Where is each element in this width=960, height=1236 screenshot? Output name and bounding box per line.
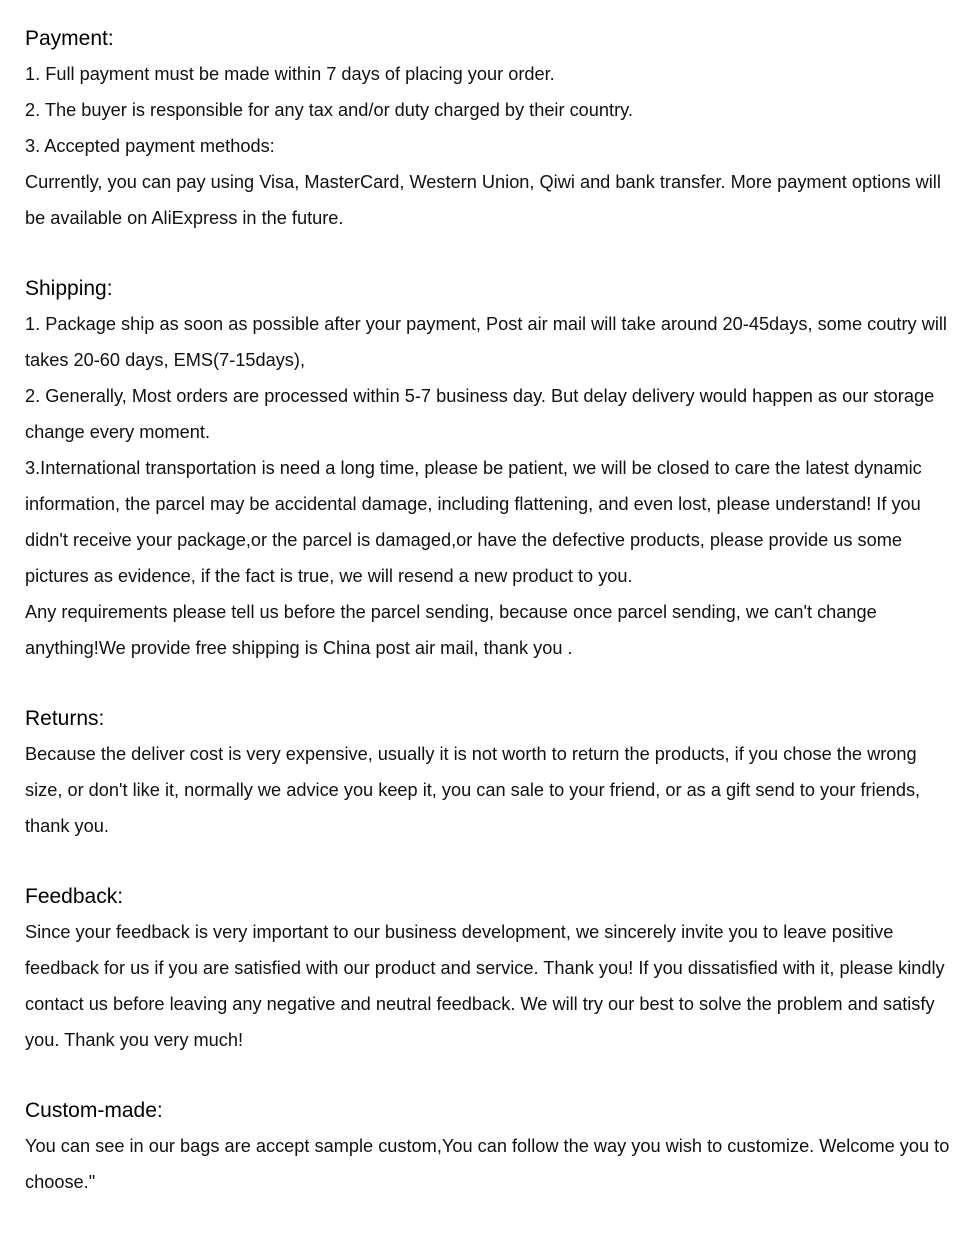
- payment-line-3: 3. Accepted payment methods:: [25, 136, 275, 156]
- custom-made-heading: Custom-made:: [25, 1099, 163, 1122]
- returns-heading: Returns:: [25, 707, 105, 730]
- feedback-section: [25, 880, 950, 1058]
- payment-methods-text: Currently, you can pay using Visa, MasterCard, Western Union, Qiwi and bank transfer. More payment options will be available on AliExpress in the future.: [25, 172, 941, 228]
- payment-section: [25, 22, 950, 236]
- payment-heading: Payment:: [25, 27, 114, 50]
- shipping-line-4: Any requirements please tell us before the parcel sending, because once parcel sending, we can't change anything!We provide free shipping is China post air mail, thank you .: [25, 602, 877, 658]
- returns-section: [25, 702, 950, 844]
- shipping-heading: Shipping:: [25, 277, 113, 300]
- custom-made-section: [25, 1094, 950, 1200]
- custom-made-text: You can see in our bags are accept sample custom,You can follow the way you wish to customize. Welcome you to choose.": [25, 1136, 950, 1192]
- returns-text: Because the deliver cost is very expensive, usually it is not worth to return the products, if you chose the wrong size, or don't like it, normally we advice you keep it, you can sale to your friend, or as a gift send to your friends, thank you.: [25, 744, 921, 836]
- feedback-text: Since your feedback is very important to our business development, we sincerely invite you to leave positive feedback for us if you are satisfied with our product and service. Thank you! If you dissatisfied with it, please kindly contact us before leaving any negative and neutral feedback. We will try our best to solve the problem and satisfy you. Thank you very much!: [25, 922, 945, 1050]
- policy-page: [25, 22, 950, 1236]
- payment-line-2: 2. The buyer is responsible for any tax and/or duty charged by their country.: [25, 100, 633, 120]
- shipping-line-2: 2. Generally, Most orders are processed within 5-7 business day. But delay delivery would happen as our storage change every moment.: [25, 386, 935, 442]
- shipping-line-3: 3.International transportation is need a long time, please be patient, we will be closed to care the latest dynamic information, the parcel may be accidental damage, including flattening, and even lost, please understand! If you didn't receive your package,or the parcel is damaged,or have the defective products, please provide us some pictures as evidence, if the fact is true, we will resend a new product to you.: [25, 458, 922, 586]
- shipping-line-1: 1. Package ship as soon as possible after your payment, Post air mail will take around 20-45days, some coutry will takes 20-60 days, EMS(7-15days),: [25, 314, 947, 370]
- shipping-section: [25, 272, 950, 666]
- feedback-heading: Feedback:: [25, 885, 124, 908]
- payment-line-1: 1. Full payment must be made within 7 days of placing your order.: [25, 64, 555, 84]
